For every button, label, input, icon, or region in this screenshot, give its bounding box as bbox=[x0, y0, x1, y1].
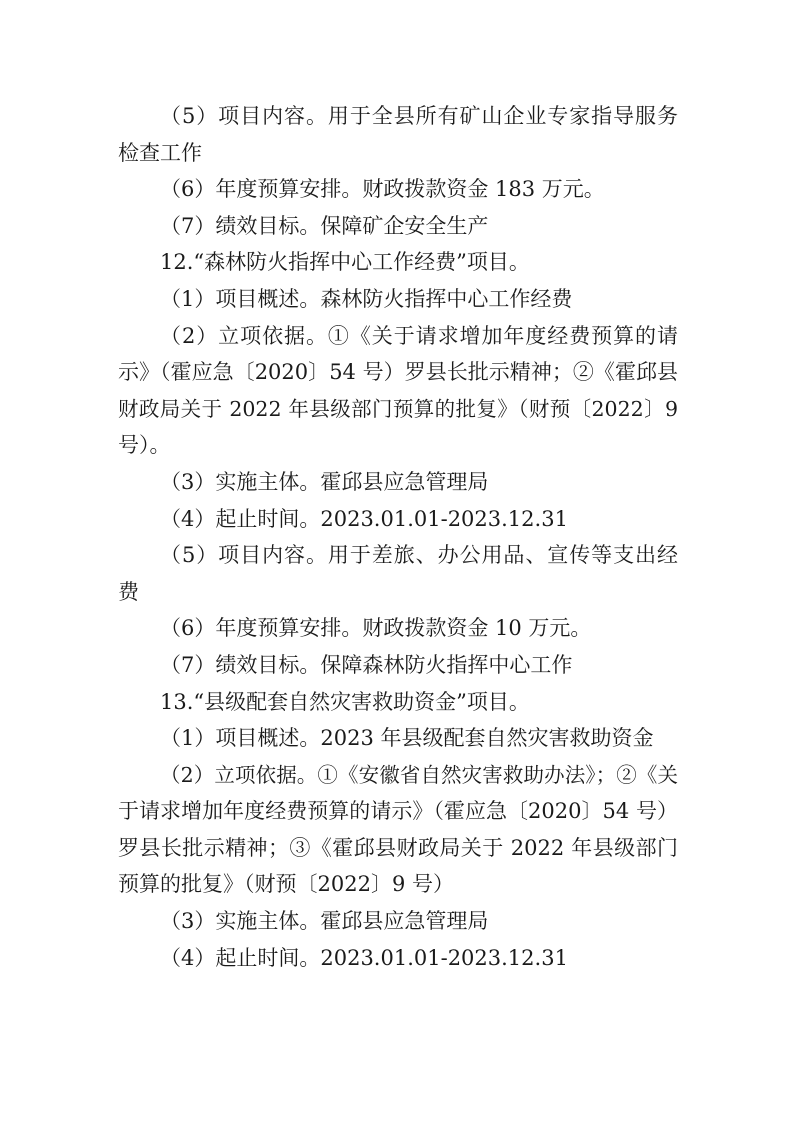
paragraph-line: （7）绩效目标。保障森林防火指挥中心工作 bbox=[160, 652, 573, 677]
paragraph-line: （1）项目概述。森林防火指挥中心工作经费 bbox=[160, 286, 573, 311]
paragraph-line: （2）立项依据。①《安徽省自然灾害救助办法》；②《关 bbox=[160, 762, 678, 787]
paragraph-line: 检查工作 bbox=[118, 140, 202, 165]
paragraph-line: 预算的批复》（财预〔2022〕9 号） bbox=[118, 872, 454, 897]
paragraph-line: （4）起止时间。2023.01.01-2023.12.31 bbox=[160, 945, 568, 970]
paragraph-line: （7）绩效目标。保障矿企安全生产 bbox=[160, 213, 489, 238]
paragraph-line: （2）立项依据。①《关于请求增加年度经费预算的请 bbox=[160, 323, 678, 348]
paragraph-line: （5）项目内容。用于全县所有矿山企业专家指导服务 bbox=[160, 104, 678, 128]
paragraph-line: （3）实施主体。霍邱县应急管理局 bbox=[160, 469, 489, 494]
paragraph-line: 于请求增加年度经费预算的请示》（霍应急〔2020〕54 号） bbox=[118, 799, 678, 824]
section-heading: 13.“县级配套自然灾害救助资金”项目。 bbox=[160, 689, 530, 714]
paragraph-line: （1）项目概述。2023 年县级配套自然灾害救助资金 bbox=[160, 726, 654, 751]
paragraph-line: （6）年度预算安排。财政拨款资金 10 万元。 bbox=[160, 616, 592, 641]
paragraph-line: （3）实施主体。霍邱县应急管理局 bbox=[160, 909, 489, 934]
paragraph-line: 财政局关于 2022 年县级部门预算的批复》（财预〔2022〕9 bbox=[118, 396, 678, 421]
paragraph-line: 费 bbox=[118, 579, 139, 604]
section-heading: 12.“森林防火指挥中心工作经费”项目。 bbox=[160, 250, 530, 275]
paragraph-line: 罗县长批示精神；③《霍邱县财政局关于 2022 年县级部门 bbox=[118, 835, 678, 860]
document-body bbox=[118, 98, 678, 976]
paragraph-line: （6）年度预算安排。财政拨款资金 183 万元。 bbox=[160, 177, 605, 202]
paragraph-line: （5）项目内容。用于差旅、办公用品、宣传等支出经 bbox=[160, 543, 678, 568]
paragraph-line: （4）起止时间。2023.01.01-2023.12.31 bbox=[160, 506, 568, 531]
paragraph-line: 示》（霍应急〔2020〕54 号）罗县长批示精神；②《霍邱县 bbox=[118, 360, 678, 385]
paragraph-line: 号）。 bbox=[118, 433, 171, 458]
